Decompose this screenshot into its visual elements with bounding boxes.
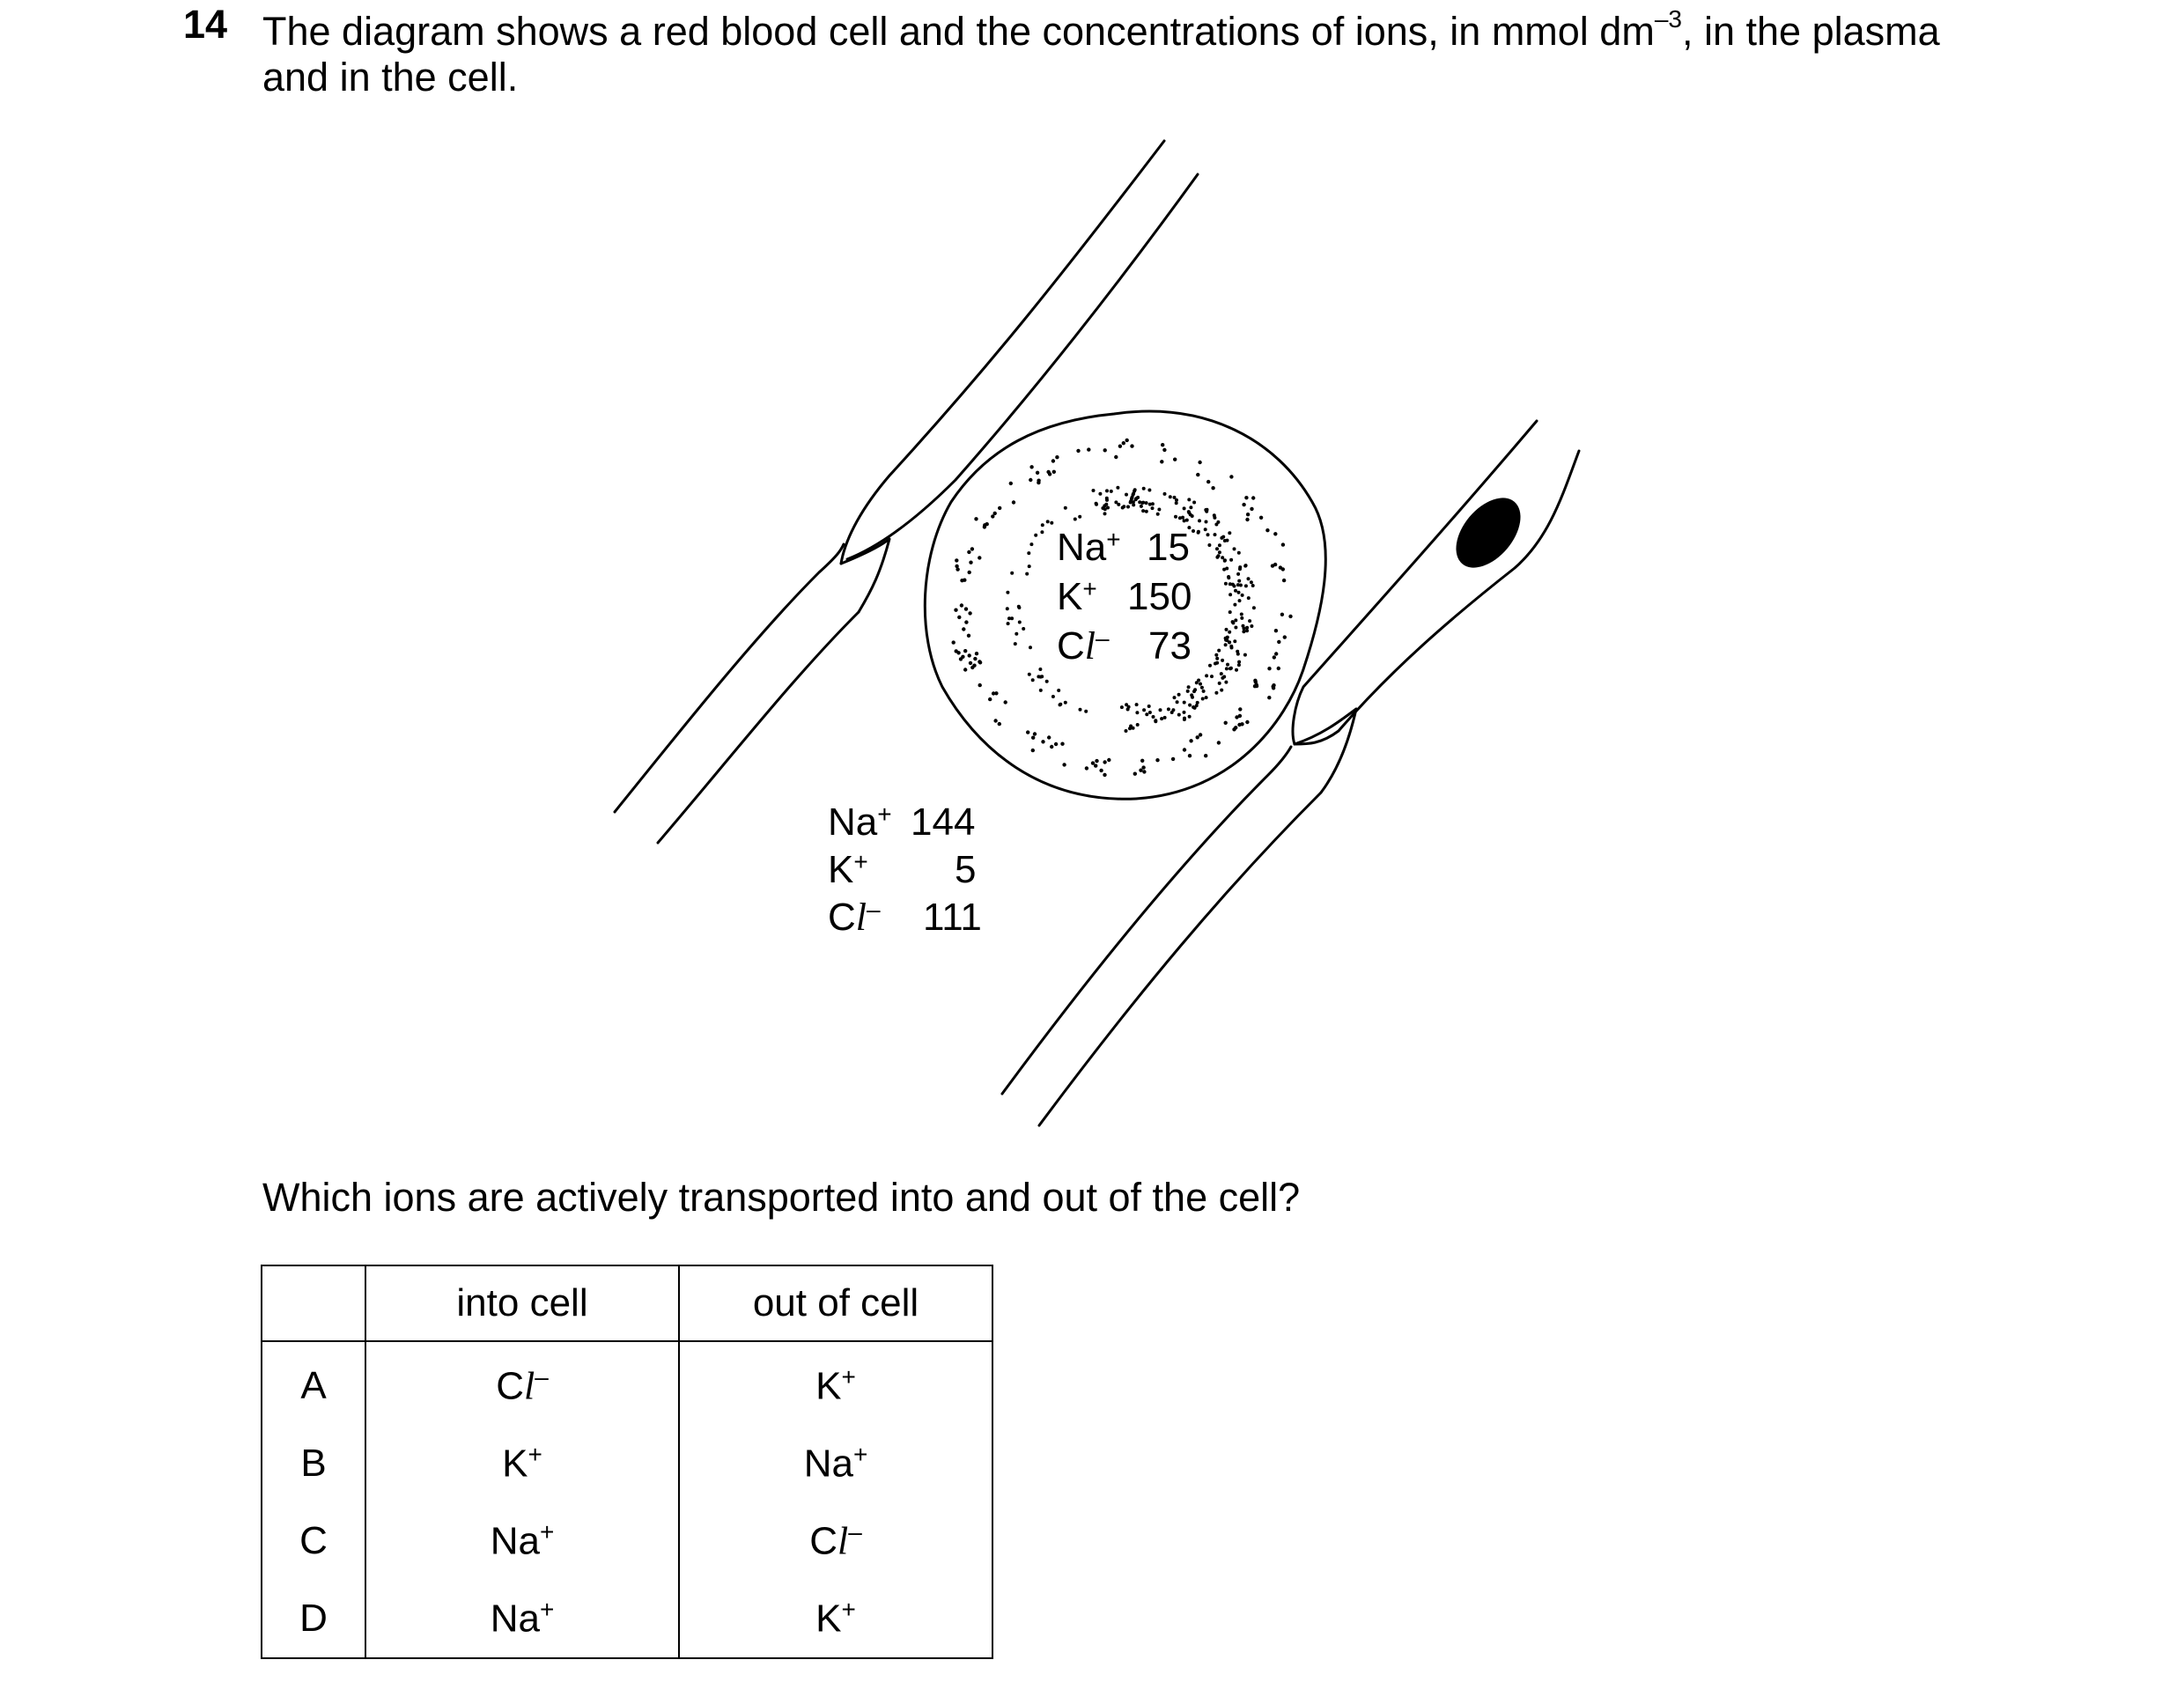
plasma-cl-value: 111 — [923, 896, 982, 939]
option-letter[interactable]: C — [262, 1502, 365, 1580]
plasma-k-value: 5 — [955, 848, 977, 891]
table-row[interactable] — [262, 1341, 992, 1425]
stem-exponent: –3 — [1654, 5, 1682, 33]
question-number: 14 — [183, 2, 228, 47]
cell-k-value: 150 — [1127, 575, 1192, 618]
header-blank — [262, 1265, 365, 1341]
table-header-row — [262, 1265, 992, 1341]
cell-na-label: Na+ — [1057, 526, 1121, 569]
stem-text-line2: and in the cell. — [262, 55, 519, 100]
cell-cl-value: 73 — [1148, 624, 1192, 668]
table-row[interactable] — [262, 1502, 992, 1580]
cell-ion-labels — [1057, 526, 1192, 668]
into-cell-value: Cl– — [365, 1341, 679, 1425]
cell-stippling — [952, 439, 1293, 777]
stem-text-2: , in the plasma — [1681, 9, 1940, 54]
cell-na-value: 15 — [1147, 526, 1190, 569]
out-of-cell-value: K+ — [679, 1341, 992, 1425]
header-out-of-cell: out of cell — [679, 1265, 992, 1341]
out-of-cell-value: Cl– — [679, 1502, 992, 1580]
endothelial-nucleus — [1443, 486, 1533, 579]
table-row[interactable] — [262, 1425, 992, 1502]
into-cell-value: K+ — [365, 1425, 679, 1502]
plasma-ion-labels — [828, 800, 982, 939]
cell-cl-label: Cl– — [1057, 624, 1110, 668]
option-letter[interactable]: D — [262, 1580, 365, 1658]
out-of-cell-value: Na+ — [679, 1425, 992, 1502]
option-letter[interactable]: B — [262, 1425, 365, 1502]
red-blood-cell-outline — [925, 411, 1325, 799]
option-letter[interactable]: A — [262, 1341, 365, 1425]
plasma-na-label: Na+ — [828, 800, 892, 844]
table-row[interactable] — [262, 1580, 992, 1658]
capillary-wall-left-outer — [615, 544, 844, 812]
into-cell-value: Na+ — [365, 1502, 679, 1580]
plasma-cl-label: Cl– — [828, 896, 881, 939]
stem-text-1: The diagram shows a red blood cell and the concentrations of ions, in mmol dm — [262, 9, 1655, 54]
capillary-wall-right-outer — [1293, 421, 1537, 744]
capillary-wall-upper-outer — [841, 141, 1164, 564]
capillary-wall-upper-inner — [847, 174, 1198, 559]
capillary-wall-right-inner — [1295, 451, 1579, 744]
capillary-wall-lower-right-inner — [1039, 793, 1321, 1125]
into-cell-value: Na+ — [365, 1580, 679, 1658]
out-of-cell-value: K+ — [679, 1580, 992, 1658]
plasma-k-label: K+ — [828, 848, 868, 891]
header-into-cell: into cell — [365, 1265, 679, 1341]
question-prompt: Which ions are actively transported into and out of the cell? — [262, 1175, 1301, 1220]
plasma-na-value: 144 — [911, 800, 976, 844]
cell-k-label: K+ — [1057, 575, 1097, 618]
answer-table — [261, 1265, 993, 1659]
